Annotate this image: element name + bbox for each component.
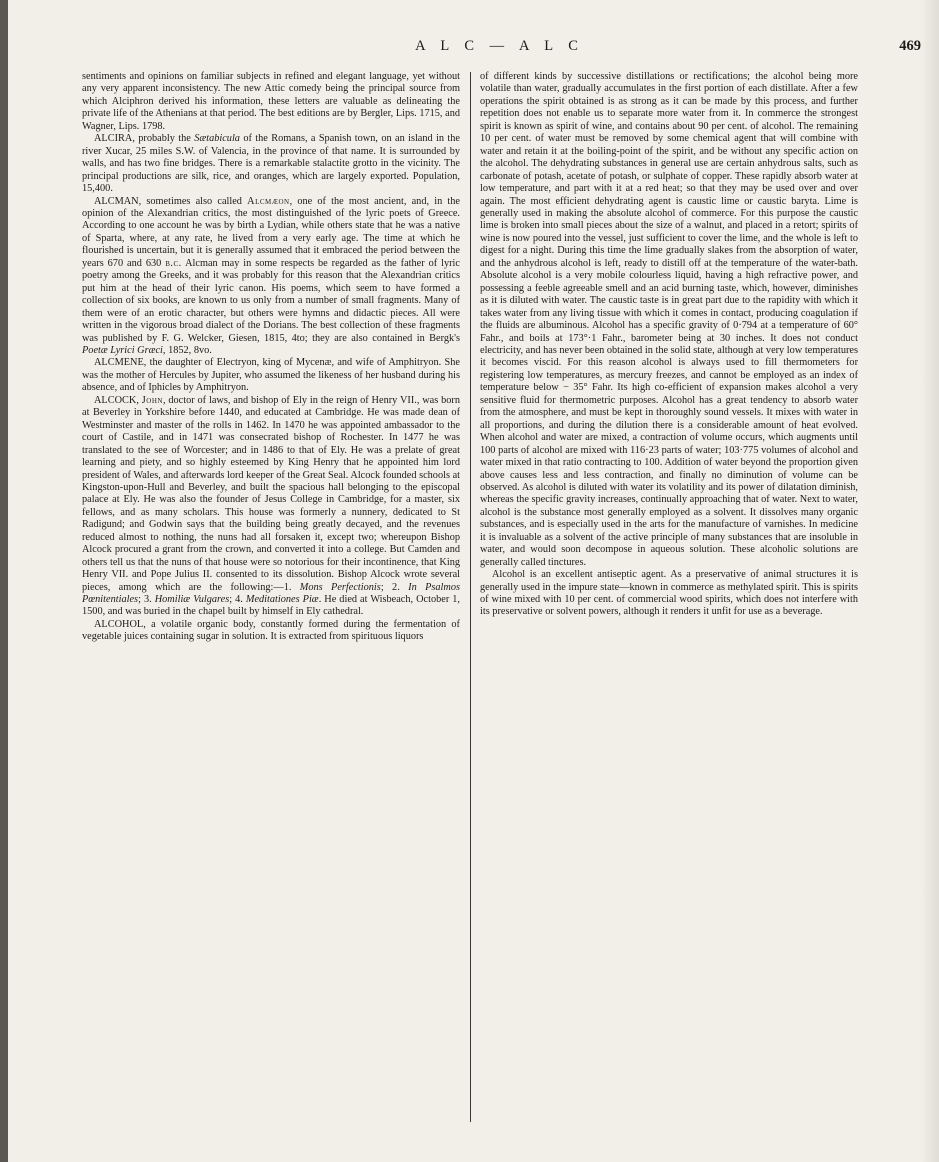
headword-alcohol: ALCOHOL [94,618,144,630]
entry-alcohol: ALCOHOL, a volatile organic body, constantly formed during the fermentation of vegetable juices containing sugar in solution. It is extracted from spirituous liquors [82,618,460,643]
entry-alcock: ALCOCK, John, doctor of laws, and bishop of Ely in the reign of Henry VII., was born at Beverley in Yorkshire before 1440, and educated at Cambridge. He was made dean of Westminster and master of the rolls in 1462. In 1470 he was appointed ambassador to the court of Castile, and in 1471 was consecrated bishop of Rochester. In 1477 he was translated to the see of Worcester; and in 1486 to that of Ely. He was a prelate of great learning and piety, and so highly esteemed by King Henry that he appointed him lord president of Wales, and afterwards lord keeper of the Great Seal. Alcock founded schools at Kingston-upon-Hull and Beverley, and built the spacious hall belonging to the episcopal palace at Ely. He was also the founder of Jesus College in Cambridge, for a master, six fellows, and as many scholars. This house was formerly a nunnery, dedicated to St Radigund; and Godwin says that the building being greatly decayed, and the revenues reduced almost to nothing, the nuns had all forsaken it, except two; whereupon Bishop Alcock procured a grant from the crown, and converted it into a college. But Camden and others tell us that the nuns of that house were so notorious for their incontinence, that King Henry VII. and Pope Julius II. consented to its dissolution. Bishop Alcock wrote several pieces, among which are the following:—1. Mons Perfectionis; 2. In Psalmos Pœnitentiales; 3. Homiliæ Vulgares; 4. Meditationes Piæ. He died at Wisbeach, October 1, 1500, and was buried in the chapel built by himself in Ely cathedral. [82,394,460,618]
page-header [78,38,921,58]
left-column [82,71,460,1161]
paragraph-alciphron-cont: sentiments and opinions on familiar subjects in refined and elegant language, yet without any very apparent inconsistency. The new Attic comedy being the principal source from which Alciphron derived his information, these letters are valuable as delineating the private life of the Athenians at that period. The best editions are by Bergler, Lips. 1715, and Wagner, Lips. 1798. [82,71,460,132]
headword-alcock: ALCOCK [94,394,137,406]
page-number: 469 [899,38,921,54]
page [8,0,939,1162]
headword-alcman: ALCMAN [94,195,139,207]
entry-alcman: ALCMAN, sometimes also called Alcmæon, one of the most ancient, and, in the opinion of the Alexandrian critics, the most distinguished of the lyric poets of Greece. According to one account he was by birth a Lydian, while others state that he was a native of Sparta, where, at any rate, he lived from a very early age. The time at which he flourished is uncertain, but it is generally assumed that it embraced the period between the years 670 and 630 b.c. Alcman may in some respects be regarded as the father of lyric poetry among the Greeks, and it was probably for this reason that the Alexandrian critics put him at the head of their lyric canon. His poems, which seem to have formed a collection of six books, are known to us only from a number of small fragments. Many of them were of an erotic character, but others were hymns and didactic pieces. All were written in the vigorous broad dialect of the Dorians. The best collection of these fragments was published by F. G. Welcker, Giesen, 1815, 4to; they are also contained in Bergk's Poetæ Lyrici Græci, 1852, 8vo. [82,195,460,356]
running-head: A L C — A L C [415,38,584,54]
page-edge-shadow [921,0,939,1162]
headword-alcmene: ALCMENE [94,357,144,369]
right-column [480,71,858,1161]
paragraph-alcohol-cont: of different kinds by successive distillations or rectifications; the alcohol being more volatile than water, gradually accumulates in the first portion of each distillate. After a few operations the spirit obtained is as strong as it can be made by this process, and further repetition does not enable us to separate more water from it. In commerce the strongest spirit is known as spirit of wine, and contains about 90 per cent. of alcohol. The remaining 10 per cent. of water must be removed by some chemical agent that will combine with water and retain it at the boiling-point of the spirit, and be without any specific action on the alcohol. The dehydrating substances in general use are certain anhydrous salts, such as carbonate of potash, acetate of potash, or sulphate of copper. These rapidly absorb water at low temperature, and part with it at a red heat; so that they may be used over and over again. The most efficient dehydrating agent is caustic lime or caustic baryta. Lime is generally used in making the absolute alcohol of commerce. For this purpose the caustic lime is broken into small pieces about the size of a walnut, and placed in a retort; spirits of wine is now poured into the vessel, just sufficient to cover the lime, and the whole is left to digest for a night. During this time the lime gradually slakes from the absorption of water, and the anhydrous alcohol is left, ready to distill off at the temperature of the water-bath. Absolute alcohol is a very mobile colourless liquid, having a high refractive power, and possessing a feeble agreeable smell and an acid burning taste, which, however, diminishes as it is diluted with water. The caustic taste is in great part due to the rapidity with which it takes water from any living tissue with which it comes in contact, producing coagulation if the fluids are albuminous. Alcohol has a specific gravity of 0·794 at a temperature of 60° Fahr., and boils at 173°·1 Fahr., barometer being at 30 inches. It does not conduct electricity, and has never been obtained in the solid state, although at very low temperatures it becomes viscid. For this reason alcohol is always used to fill thermometers for registering low temperatures, as mercury freezes, and cannot be employed as an index of temperature below − 35° Fahr. Its high co-efficient of expansion makes alcohol a very sensitive fluid for thermometric purposes. Alcohol has a great tendency to absorb water from the atmosphere, and must be kept in thoroughly sound vessels. It mixes with water in all proportions, and during the dilution there is a considerable amount of heat evolved. When alcohol and water are mixed, a contraction of volume occurs, which augments until 100 parts of alcohol are mixed with 116·23 parts of water; 103·775 volumes of alcohol and water mixed in that ratio contracting to 100. Addition of water beyond the proportion given above causes less and less contraction, and finally no diminution of volume can be observed. As alcohol is diluted with water its volatility and its power of dilatation diminish, whereas the specific gravity increases, continually approaching that of water. Next to water, alcohol is the substance most generally employed as a solvent. It dissolves many organic substances, and is especially used in the arts for the manufacture of varnishes. In medicine it is invaluable as a solvent of the active principle of many substances that are insoluble in water, and would soon decompose in aqueous solution. These alcoholic solutions are generally called tinctures. [480,71,858,568]
headword-alcira: ALCIRA [94,133,133,145]
paragraph-alcohol-antiseptic: Alcohol is an excellent antiseptic agent. As a preservative of animal structures it is generally used in the impure state—known in commerce as methylated spirit. This is spirits of wine mixed with 10 per cent. of commercial wood spirits, which does not interfere with its preservative or solvent powers, although it renders it unfit for use as a beverage. [480,569,858,618]
entry-alcmene: ALCMENE, the daughter of Electryon, king of Mycenæ, and wife of Amphitryon. She was the mother of Hercules by Jupiter, who assumed the likeness of her husband during his absence, and of Iphicles by Amphitryon. [82,357,460,394]
column-divider [470,72,471,1122]
entry-alcira: ALCIRA, probably the Sætabicula of the Romans, a Spanish town, on an island in the river Xucar, 25 miles S.W. of Valencia, in the province of that name. It is surrounded by walls, and has two fine bridges. There is a remarkable stalactite grotto in the vicinity. The principal productions are silk, rice, and oranges, which are largely exported. Population, 15,400. [82,133,460,195]
